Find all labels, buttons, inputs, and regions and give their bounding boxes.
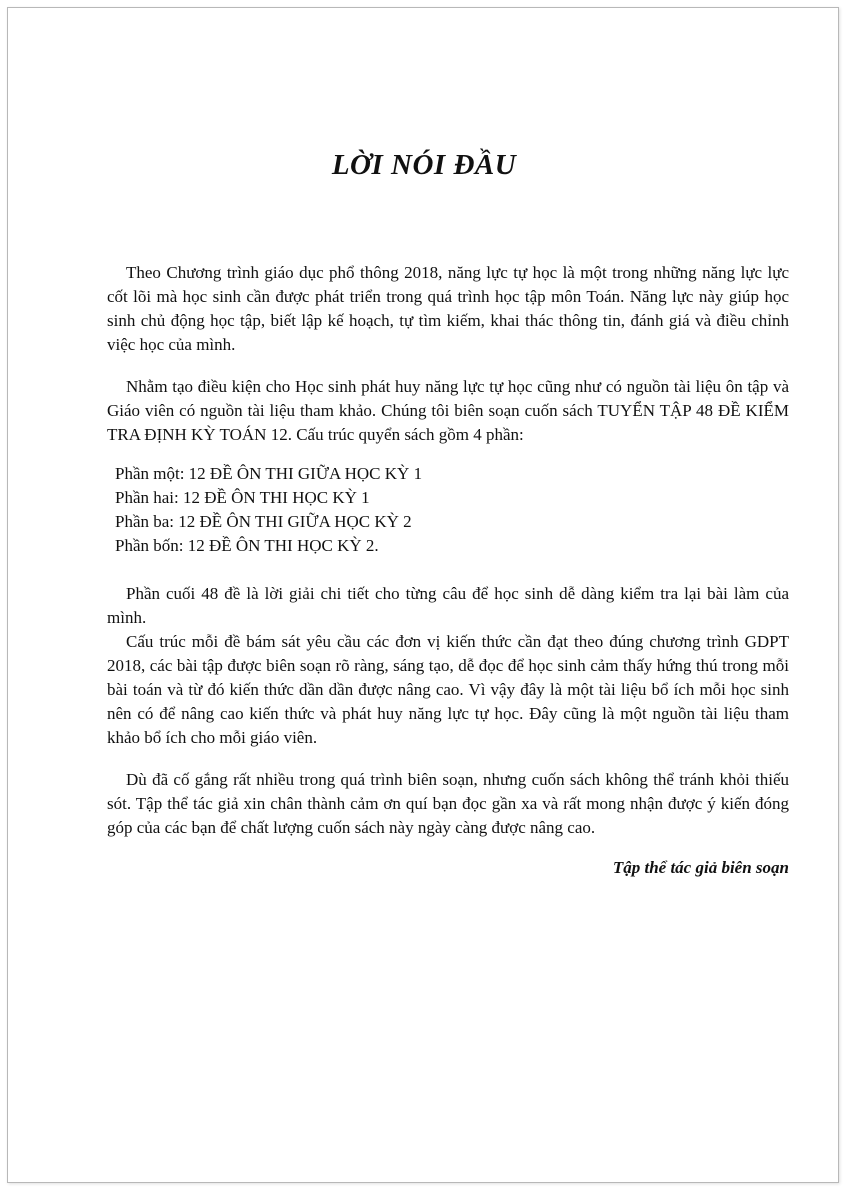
document-page [7,7,839,1183]
page-title: LỜI NÓI ĐẦU [331,149,517,181]
list-item: Phần một: 12 ĐỀ ÔN THI GIỮA HỌC KỲ 1 [115,464,423,483]
parts-list [107,462,789,558]
paragraph-closing: Dù đã cố gắng rất nhiều trong quá trình biên soạn, nhưng cuốn sách không thể tránh khỏi thiếu sót. Tập thể tác giả xin chân thành cảm ơn quí bạn đọc gần xa và rất mong nhận được ý kiến đóng góp của các bạn để chất lượng cuốn sách này ngày càng được nâng cao. [107,770,789,837]
list-item: Phần bốn: 12 ĐỀ ÔN THI HỌC KỲ 2. [115,536,379,555]
paragraph-solutions: Phần cuối 48 đề là lời giải chi tiết cho từng câu để học sinh dễ dàng kiểm tra lại bài làm của mình. [107,584,789,627]
list-item: Phần ba: 12 ĐỀ ÔN THI GIỮA HỌC KỲ 2 [115,512,412,531]
author-signature: Tập thể tác giả biên soạn [612,858,789,877]
list-item: Phần hai: 12 ĐỀ ÔN THI HỌC KỲ 1 [115,488,370,507]
paragraph-intro: Theo Chương trình giáo dục phổ thông 2018, năng lực tự học là một trong những năng lực lực cốt lõi mà học sinh cần được phát triển trong quá trình học tập môn Toán. Năng lực này giúp học sinh chủ động học tập, biết lập kế hoạch, tự tìm kiếm, khai thác thông tin, đánh giá và điều chỉnh việc học của mình. [107,263,789,354]
paragraph-purpose: Nhằm tạo điều kiện cho Học sinh phát huy năng lực tự học cũng như có nguồn tài liệu ôn tập và Giáo viên có nguồn tài liệu tham khảo. Chúng tôi biên soạn cuốn sách TUYỂN TẬP 48 ĐỀ KIỂM TRA ĐỊNH KỲ TOÁN 12. Cấu trúc quyển sách gồm 4 phần: [107,377,789,444]
paragraph-structure: Cấu trúc mỗi đề bám sát yêu cầu các đơn vị kiến thức cần đạt theo đúng chương trình GDPT 2018, các bài tập được biên soạn rõ ràng, sáng tạo, dễ đọc để học sinh cảm thấy hứng thú trong mỗi bài toán và từ đó kiến thức dần dần được nâng cao. Vì vậy đây là một tài liệu bổ ích mỗi học sinh nên có để nâng cao kiến thức và phát huy năng lực tự học. Đây cũng là một nguồn tài liệu tham khảo bổ ích cho mỗi giáo viên. [107,632,789,747]
